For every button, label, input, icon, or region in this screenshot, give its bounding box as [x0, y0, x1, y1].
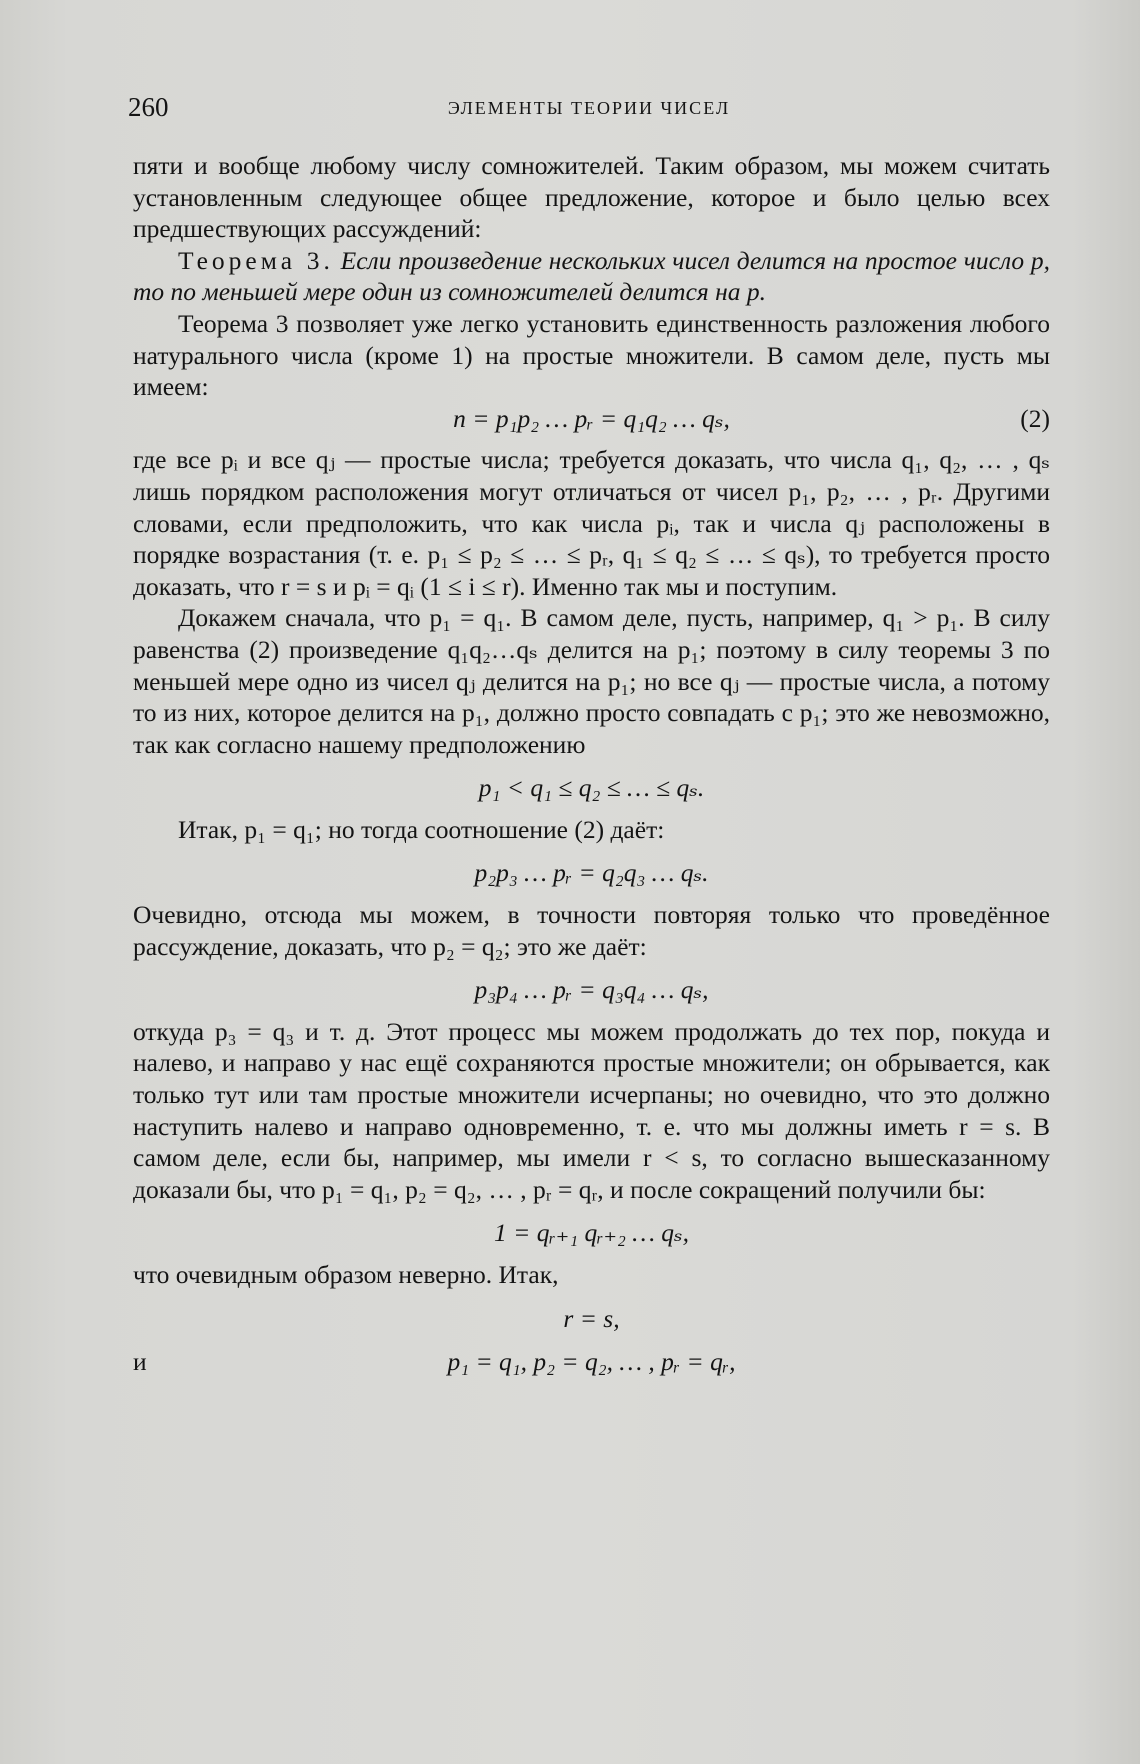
- equation-2: [133, 403, 1050, 435]
- paragraph-proof-first: Докажем сначала, что p₁ = q₁. В самом деле, пусть, например, q₁ > p₁. В силу равенства (2) произведение q₁q₂…qₛ делится на p₁; поэтому в силу теоремы 3 по меньшей мере одно из чисел qⱼ делится на p₁; но все qⱼ — простые числа, а потому то из них, которое делится на p₁, должно просто совпадать с p₁; это же невозможно, так как согласно нашему предположению: [133, 603, 1050, 759]
- theorem-label: Теорема 3.: [178, 245, 334, 275]
- paragraph-so: Итак, p₁ = q₁; но тогда соотношение (2) даёт:: [178, 814, 665, 844]
- page-body: [133, 150, 1050, 1388]
- theorem-3: [133, 245, 1050, 308]
- paragraph-process: откуда p₃ = q₃ и т. д. Этот процесс мы можем продолжать до тех пор, покуда и налево, и направо у нас ещё сохраняются простые множители; он обрывается, как только тут или там простые множители исчерпаны; но очевидно, что это должно наступить налево и направо одновременно, т. е. что мы должны иметь r = s. В самом деле, если бы, например, мы имели r < s, то согласно вышесказанному доказали бы, что p₁ = q₁, p₂ = q₂, … , pᵣ = qᵣ, и после сокращений получили бы:: [133, 1016, 1050, 1204]
- paragraph-conclusion: что очевидным образом неверно. Итак,: [133, 1260, 559, 1289]
- equation-inequality-formula: p₁ < q₁ ≤ q₂ ≤ … ≤ qₛ.: [478, 773, 705, 803]
- paragraph-uniqueness: Теорема 3 позволяет уже легко установить единственность разложения любого натурального числа (кроме 1) на простые множители. В самом деле, пусть мы имеем:: [133, 308, 1050, 402]
- running-title: ЭЛЕМЕНТЫ ТЕОРИИ ЧИСЕЛ: [447, 98, 731, 118]
- equation-2-number: (2): [1020, 403, 1050, 433]
- equation-final-formula: p₁ = q₁, p₂ = q₂, … , pᵣ = qᵣ,: [447, 1347, 736, 1377]
- equation-reduced-2-formula: p₃p₄ … pᵣ = q₃q₄ … qₛ,: [474, 975, 709, 1005]
- paragraph-ordering: где все pᵢ и все qⱼ — простые числа; требуется доказать, что числа q₁, q₂, … , qₛ лишь порядком расположения могут отличаться от чисел p₁, p₂, … , pᵣ. Другими словами, если предположить, что как числа pᵢ, так и числа qⱼ расположены в порядке возрастания (т. е. p₁ ≤ p₂ ≤ … ≤ pᵣ, q₁ ≤ q₂ ≤ … ≤ qₛ), то требуется просто доказать, что r = s и pᵢ = qᵢ (1 ≤ i ≤ r). Именно так мы и поступим.: [133, 445, 1050, 601]
- equation-contradiction: [133, 1217, 1050, 1249]
- page-header: [128, 92, 1050, 128]
- equation-reduced-1-formula: p₂p₃ … pᵣ = q₂q₃ … qₛ.: [474, 858, 709, 888]
- equation-reduced-1: [133, 857, 1050, 889]
- equation-2-formula: n = p₁p₂ … pᵣ = q₁q₂ … qₛ,: [453, 403, 730, 433]
- equation-inequality: [133, 772, 1050, 804]
- equation-r-equals-s-formula: r = s,: [563, 1303, 620, 1333]
- theorem-statement: Если произведение нескольких чисел делится на простое число p, то по меньшей мере один из сомножителей делится на p.: [133, 245, 1050, 307]
- equation-contradiction-formula: 1 = qᵣ₊₁ qᵣ₊₂ … qₛ,: [494, 1218, 689, 1248]
- paragraph-repeat: Очевидно, отсюда мы можем, в точности повторяя только что проведённое рассуждение, доказать, что p₂ = q₂; это же даёт:: [133, 900, 1050, 961]
- equation-final: [133, 1346, 1050, 1378]
- page-number: 260: [128, 92, 169, 122]
- equation-reduced-2: [133, 974, 1050, 1006]
- conjunction-and: и: [133, 1347, 147, 1377]
- paragraph-intro: пяти и вообще любому числу сомножителей. Таким образом, мы можем считать установленным следующее общее предложение, которое и было целью всех предшествующих рассуждений:: [133, 151, 1050, 244]
- equation-r-equals-s: [133, 1303, 1050, 1335]
